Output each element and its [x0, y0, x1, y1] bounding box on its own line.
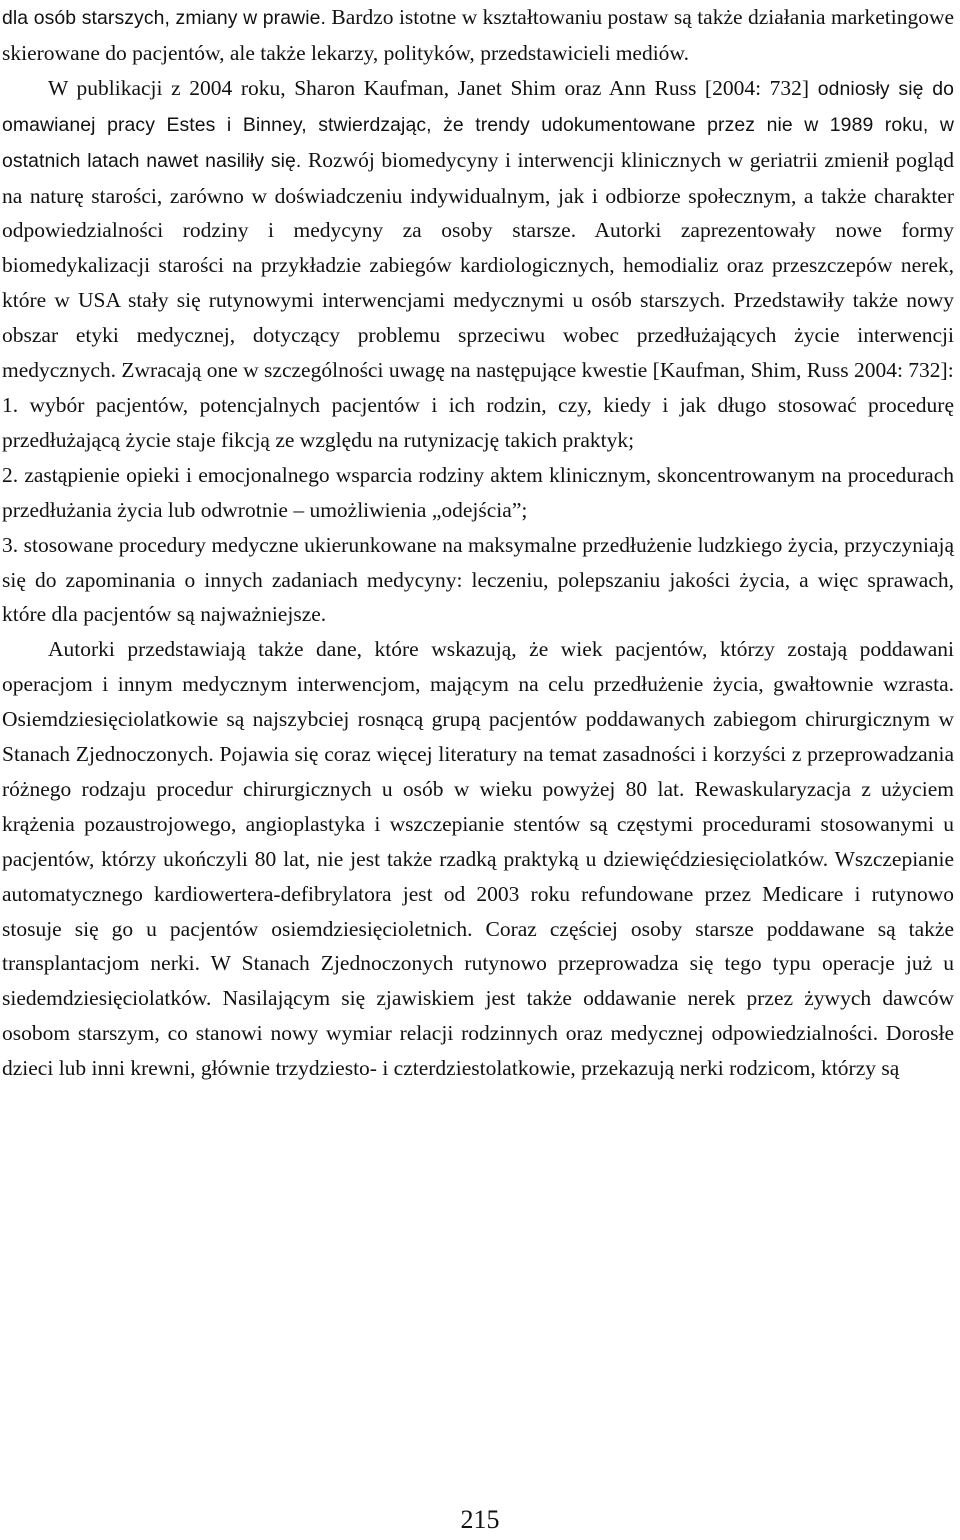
text-run: odniosły się do omawianej pracy Estes i Binney, stwierdzając, że trendy udokumentowane przez nie w 1989 roku, w ostatnich latach nawet nasiliły się.: [2, 77, 954, 172]
paragraph: [2, 71, 954, 388]
text-run: Autorki zaprezentowały nowe formy biomedykalizacji starości na przykładzie zabiegów kardiologicznych, hemodializ oraz przeszczepów nerek, które w USA stały się rutynowymi interwencjami medycznymi u osób starszych. Przedstawiły także nowy obszar etyki medycznej, dotyczący problemu sprzeciwu wobec przedłużających życie interwencji medycznych. Zwracają one w szczególności uwagę na następujące kwestie [Kaufman, Shim, Russ 2004: 732]:: [2, 218, 954, 383]
text-run: dla osób starszych, zmiany w prawie.: [2, 7, 326, 29]
text-run: W publikacji z 2004 roku, Sharon Kaufman, Janet Shim oraz Ann Russ [2004: 732]: [48, 75, 810, 100]
body-text: [2, 0, 954, 1086]
text-run: przedstawicieli mediów.: [480, 40, 689, 65]
paragraph: Autorki przedstawiają także dane, które wskazują, że wiek pacjentów, którzy zostają poddawani operacjom i innym medycznym interwencjom, mającym na celu przedłużenie życia, gwałtownie wzrasta. Osiemdziesięciolatkowie są najszybciej rosnącą grupą pacjentów poddawanych zabiegom chirurgicznym w Stanach Zjednoczonych. Pojawia się coraz więcej literatury na temat zasadności i korzyści z przeprowadzania różnego rodzaju procedur chirurgicznych u osób w wieku powyżej 80 lat. Rewaskularyzacja z użyciem krążenia pozaustrojowego, angioplastyka i wszczepianie stentów są częstymi procedurami stosowanymi u pacjentów, którzy ukończyli 80 lat, nie jest także rzadką praktyką u dziewięćdziesięciolatków. Wszczepianie automatycznego kardiowertera-defibrylatora jest od 2003 roku refundowane przez Medicare i rutynowo stosuje się go u pacjentów osiemdziesięcioletnich. Coraz częściej osoby starsze poddawane są także transplantacjom nerki. W Stanach Zjednoczonych rutynowo przeprowadza się tego typu operacje już u siedemdziesięciolatków. Nasilającym się zjawiskiem jest także oddawanie nerek przez żywych dawców osobom starszym, co stanowi nowy wymiar relacji rodzinnych oraz medycznej odpowiedzialności. Dorosłe dzieci lub inni krewni, głównie trzydziesto- i czterdziestolatkowie, przekazują nerki rodzicom, którzy są: [2, 637, 954, 1081]
page-number: 215: [460, 1505, 500, 1534]
list-item: 3. stosowane procedury medyczne ukierunkowane na maksymalne przedłużenie ludzkiego życia, przyczyniają się do zapominania o innych zadaniach medycyny: leczeniu, polepszaniu jakości życia, a więc sprawach, które dla pacjentów są najważniejsze.: [2, 532, 954, 627]
list-item: 2. zastąpienie opieki i emocjonalnego wsparcia rodziny aktem klinicznym, skoncentrowanym na procedurach przedłużania życia lub odwrotnie – umożliwienia „odejścia”;: [2, 462, 954, 522]
text-run: działania marketingowe skierowane do pacjentów, ale także lekarzy, polityków,: [2, 5, 955, 65]
list-item: 1. wybór pacjentów, potencjalnych pacjentów i ich rodzin, czy, kiedy i jak długo stosować procedurę przedłużającą życie staje fikcją ze względu na rutynizację takich praktyk;: [2, 392, 954, 452]
paragraph-continuation: [2, 0, 954, 71]
text-run: Rozwój biomedycyny i interwencji klinicznych w geriatrii zmienił pogląd na naturę starości, zarówno w doświadczeniu indywidualnym, jak i odbiorze społecznym, a także charakter odpowiedzialności rodziny i medycyny za osoby starsze.: [2, 147, 954, 243]
text-run: Bardzo istotne w kształtowaniu postaw są także: [325, 5, 743, 29]
